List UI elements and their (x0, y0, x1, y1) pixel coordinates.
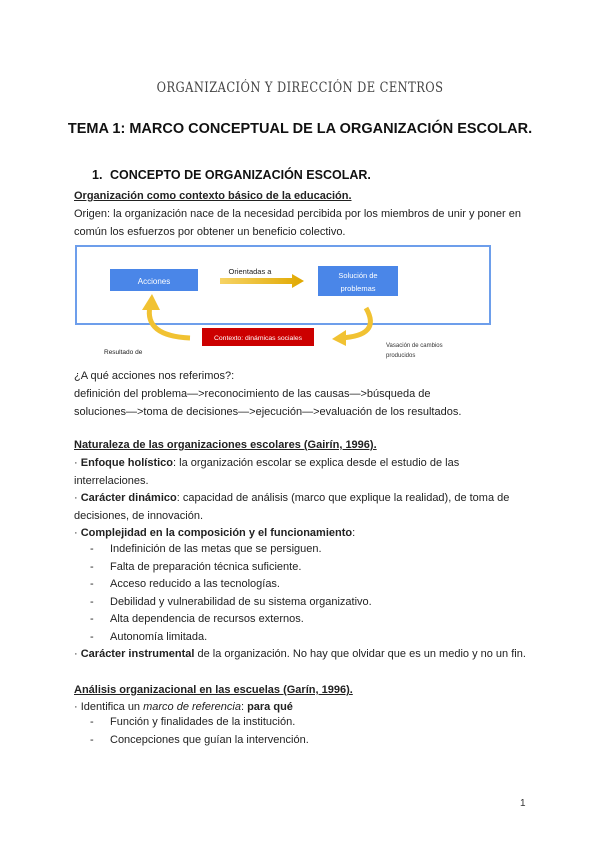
origin-line: común los esfuerzos por obtener un beneficio colectivo. (74, 226, 346, 238)
intro-colon: : (240, 701, 248, 713)
dynamic-term: Carácter dinámico (80, 492, 177, 504)
actions-line: soluciones—>toma de decisiones—>ejecución—>evaluación de los resultados. (74, 406, 462, 418)
document-title: TEMA 1: MARCO CONCEPTUAL DE LA ORGANIZACIÓN ESCOLAR. (67, 121, 533, 137)
solucion-label-line2: problemas (340, 284, 376, 293)
dash: - (90, 560, 94, 573)
section-number: 1. (92, 168, 103, 182)
list-item-text: Acceso reducido a las tecnologías. (110, 578, 280, 591)
list-item (74, 732, 309, 750)
list-item (74, 559, 372, 577)
instrumental-term: Carácter instrumental (80, 648, 195, 660)
dash: - (90, 595, 94, 608)
list-item-text: Falta de preparación técnica suficiente. (110, 560, 302, 573)
analisis-heading: Análisis organizacional en las escuelas (Garín, 1996). (74, 684, 353, 696)
subheading-organizacion: Organización como contexto básico de la educación. (74, 190, 352, 202)
bullet: · (74, 527, 78, 539)
intro-bold: para qué (247, 701, 293, 713)
origin-paragraph (74, 205, 534, 241)
organization-diagram (74, 244, 524, 360)
actions-question: ¿A qué acciones nos referimos?: (74, 370, 235, 382)
instrumental-paragraph (74, 645, 534, 663)
holistic-text-cont: interrelaciones. (74, 475, 149, 487)
list-item (74, 594, 372, 612)
dash: - (90, 613, 94, 626)
actions-paragraph (74, 367, 534, 421)
list-item (74, 611, 372, 629)
list-item (74, 629, 372, 647)
list-item (74, 714, 309, 732)
acciones-label: Acciones (137, 277, 171, 286)
dash: - (90, 630, 94, 643)
bullet: · (74, 457, 78, 469)
dash: - (90, 578, 94, 591)
dash: - (90, 543, 94, 555)
actions-line: definición del problema—>reconocimiento de las causas—>búsqueda de (74, 388, 431, 400)
arrow-label: Orientadas a (228, 267, 272, 276)
analisis-list (74, 714, 309, 749)
holistic-paragraph (74, 454, 534, 490)
list-item-text: Función y finalidades de la institución. (110, 716, 296, 728)
holistic-term: Enfoque holístico (80, 457, 174, 469)
section-heading (92, 168, 371, 182)
solucion-label-line1: Solución de (338, 271, 378, 280)
bullet: · (74, 492, 78, 504)
list-item-text: Autonomía limitada. (110, 630, 208, 643)
valoracion-label-line2: producidos (386, 353, 416, 359)
dash: - (90, 716, 94, 728)
bullet: · (74, 701, 78, 713)
dash: - (90, 733, 94, 746)
complex-term: Complejidad en la composición y el funcionamiento (80, 527, 353, 539)
naturaleza-heading: Naturaleza de las organizaciones escolares (Gairín, 1996). (74, 439, 377, 451)
valoracion-label-line1: Vasación de cambios (386, 343, 443, 349)
list-item-text: Debilidad y vulnerabilidad de su sistema organizativo. (110, 595, 372, 608)
return-arrowhead-left-icon (142, 294, 160, 310)
holistic-text: : la organización escolar se explica desde el estudio de las (173, 457, 460, 469)
dynamic-paragraph (74, 489, 534, 525)
section-title: CONCEPTO DE ORGANIZACIÓN ESCOLAR. (110, 168, 371, 182)
instrumental-text: de la organización. No hay que olvidar que es un medio y no un fin. (194, 648, 526, 660)
dynamic-text: : capacidad de análisis (marco que explique la realidad), de toma de (176, 492, 510, 504)
list-item (74, 541, 372, 559)
list-item (74, 576, 372, 594)
resultado-label: Resultado de (104, 349, 143, 356)
return-arrowhead-right-icon (332, 330, 346, 346)
list-item-text: Concepciones que guían la intervención. (110, 733, 309, 746)
bullet: · (74, 648, 78, 660)
intro-italic: marco de referencia (143, 701, 241, 713)
contexto-label: Contexto: dinámicas sociales (213, 335, 303, 342)
complex-paragraph (74, 524, 534, 542)
complex-list (74, 541, 372, 647)
list-item-text: Indefinición de las metas que se persiguen. (110, 543, 322, 555)
list-item-text: Alta dependencia de recursos externos. (110, 613, 304, 626)
origin-line: Origen: la organización nace de la necesidad percibida por los miembros de unir y poner en (74, 208, 521, 220)
return-arrow-left-icon (149, 306, 190, 338)
page-number: 1 (520, 798, 526, 809)
intro-prefix: Identifica un (80, 701, 144, 713)
orientadas-arrow-icon (220, 274, 304, 288)
header-title: ORGANIZACIÓN Y DIRECCIÓN DE CENTROS (156, 80, 444, 96)
complex-colon: : (352, 527, 356, 539)
dynamic-text-cont: decisiones, de innovación. (74, 510, 204, 522)
